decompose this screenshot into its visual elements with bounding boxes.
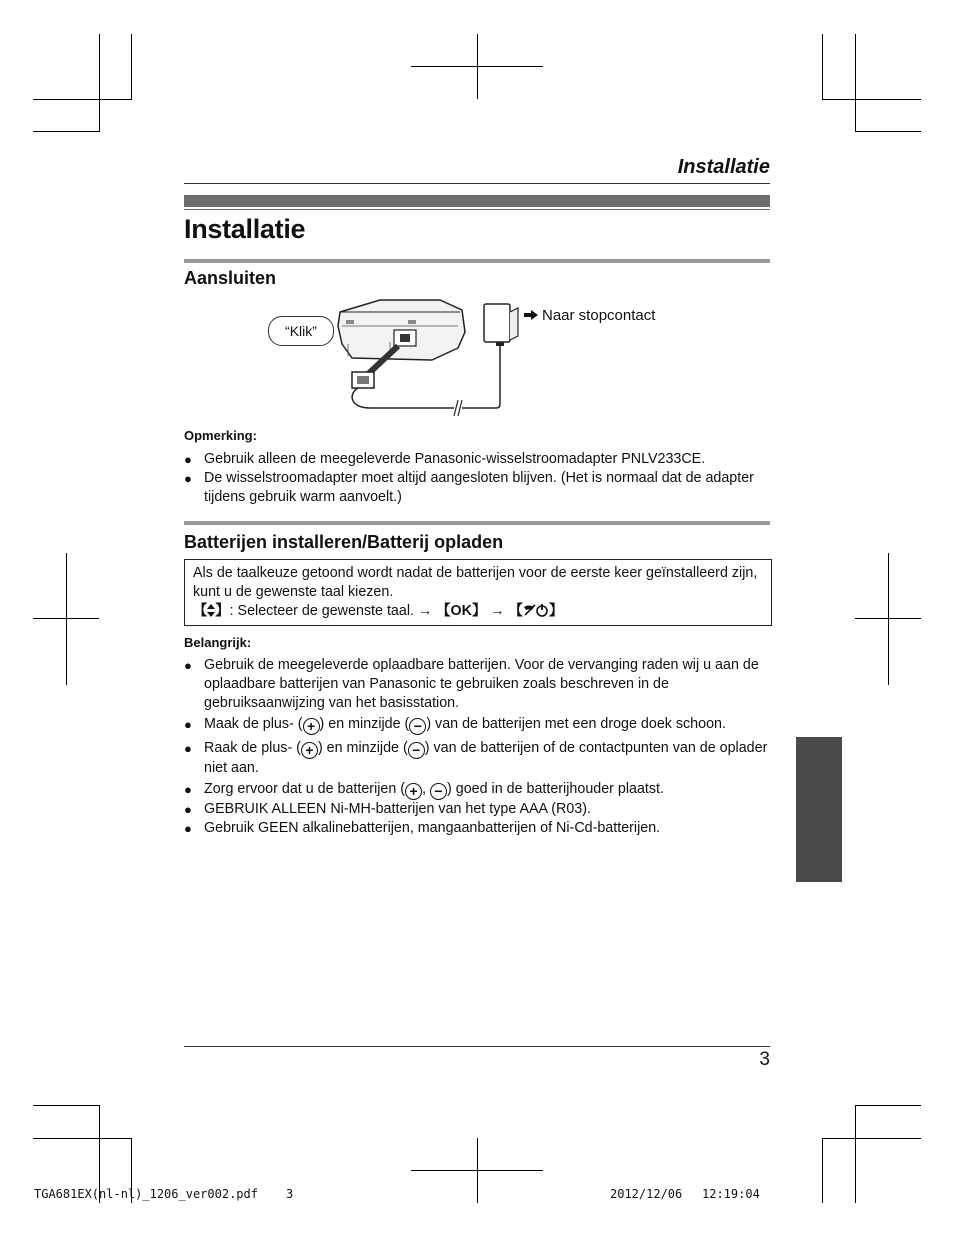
- language-info-box: [184, 559, 772, 626]
- heading-batterijen: Batterijen installeren/Batterij opladen: [184, 532, 504, 552]
- bullet-icon: ●: [184, 452, 192, 467]
- footer-time: 12:19:04: [702, 1187, 760, 1201]
- outlet-text: Naar stopcontact: [542, 307, 656, 324]
- outlet-label: [524, 307, 655, 324]
- section-rule: [184, 521, 770, 525]
- important-label: Belangrijk:: [184, 635, 252, 650]
- crop-mark: [33, 1105, 99, 1106]
- list-item: ● Gebruik GEEN alkalinebatterijen, mangaanbatterijen of Ni-Cd-batterijen.: [184, 820, 661, 836]
- list-item: ● Gebruik alleen de meegeleverde Panasonic-wisselstroomadapter PNLV233CE.: [184, 451, 706, 467]
- footer-date: 2012/12/06: [610, 1187, 683, 1201]
- arrow-icon: →: [417, 603, 433, 619]
- crop-mark: [822, 34, 823, 99]
- plus-icon: +: [405, 783, 422, 800]
- important-list: [184, 656, 770, 838]
- footer-rule: [184, 1046, 770, 1047]
- bullet-icon: ●: [184, 821, 192, 836]
- crop-mark: [855, 1105, 921, 1106]
- title-bar: [184, 195, 770, 207]
- crop-mark: [33, 1138, 132, 1139]
- crop-mark: [822, 1138, 823, 1203]
- plus-icon: +: [303, 718, 320, 735]
- bullet-icon: ●: [184, 717, 192, 732]
- list-item: ● Raak de plus- ( + ) en minzijde ( − ) van de batterijen of de contactpunten van de oplader niet aan.: [184, 740, 768, 776]
- title-bar-rule: [184, 209, 770, 210]
- info-text: Als de taalkeuze getoond wordt nadat de batterijen voor de eerste keer geïnstalleerd zijn, kunt u de gewenste taal kiezen.: [193, 565, 758, 600]
- page-title: Installatie: [184, 214, 306, 244]
- crop-mark: [855, 1105, 856, 1203]
- running-header: Installatie: [677, 156, 770, 178]
- bullet-icon: ●: [184, 782, 192, 797]
- crop-mark: [855, 618, 921, 619]
- crop-mark: [888, 553, 889, 685]
- heading-aansluiten: Aansluiten: [184, 268, 277, 288]
- crop-mark: [411, 1170, 543, 1171]
- note-label: Opmerking:: [184, 428, 257, 443]
- crop-mark: [33, 99, 132, 100]
- list-item: ● Gebruik de meegeleverde oplaadbare batterijen. Voor de vervanging raden wij u aan de oplaadbare batterijen van Panasonic te gebruiken zoals beschreven in de gebruiksaanwijzing van het basisstation.: [184, 657, 759, 711]
- crop-mark: [66, 553, 67, 685]
- arrow-right-icon: [524, 307, 538, 324]
- bullet-icon: ●: [184, 658, 192, 673]
- note-list: [184, 450, 770, 507]
- bullet-icon: ●: [184, 471, 192, 486]
- section-rule: [184, 259, 770, 263]
- crop-mark: [99, 34, 100, 132]
- off-power-icon: [523, 603, 549, 619]
- list-item: ● GEBRUIK ALLEEN Ni-MH-batterijen van het type AAA (R03).: [184, 801, 591, 817]
- minus-icon: −: [408, 742, 425, 759]
- plus-icon: +: [301, 742, 318, 759]
- arrow-icon: →: [490, 603, 505, 619]
- crop-mark: [822, 1138, 921, 1139]
- list-item: ● Maak de plus- ( + ) en minzijde ( − ) van de batterijen met een droge doek schoon.: [184, 716, 726, 734]
- crop-mark: [33, 131, 99, 132]
- minus-icon: −: [430, 783, 447, 800]
- crop-mark: [855, 34, 856, 132]
- side-tab: [796, 737, 842, 882]
- footer-page: 3: [286, 1187, 294, 1201]
- crop-mark: [131, 34, 132, 99]
- header-rule: [184, 183, 770, 184]
- minus-icon: −: [409, 718, 426, 735]
- bullet-icon: ●: [184, 802, 192, 817]
- page-number: 3: [759, 1049, 770, 1070]
- click-callout: “Klik”: [268, 316, 334, 346]
- crop-mark: [411, 66, 543, 67]
- list-item: ● De wisselstroomadapter moet altijd aangesloten blijven. (Het is normaal dat de adapter tijdens gebruik warm aanvoelt.): [184, 470, 754, 505]
- footer-filename: TGA681EX(nl-nl)_1206_ver002.pdf: [34, 1187, 258, 1201]
- list-item: ● Zorg ervoor dat u de batterijen ( + , − ) goed in de batterijhouder plaatst.: [184, 781, 664, 799]
- ok-key: 【OK】: [436, 603, 487, 619]
- crop-mark: [855, 131, 921, 132]
- crop-mark: [33, 618, 99, 619]
- crop-mark: [822, 99, 921, 100]
- info-instruction: 【 】: Selecteer de gewenste taal. → 【OK】 → 【 】: [193, 603, 564, 619]
- bullet-icon: ●: [184, 741, 192, 756]
